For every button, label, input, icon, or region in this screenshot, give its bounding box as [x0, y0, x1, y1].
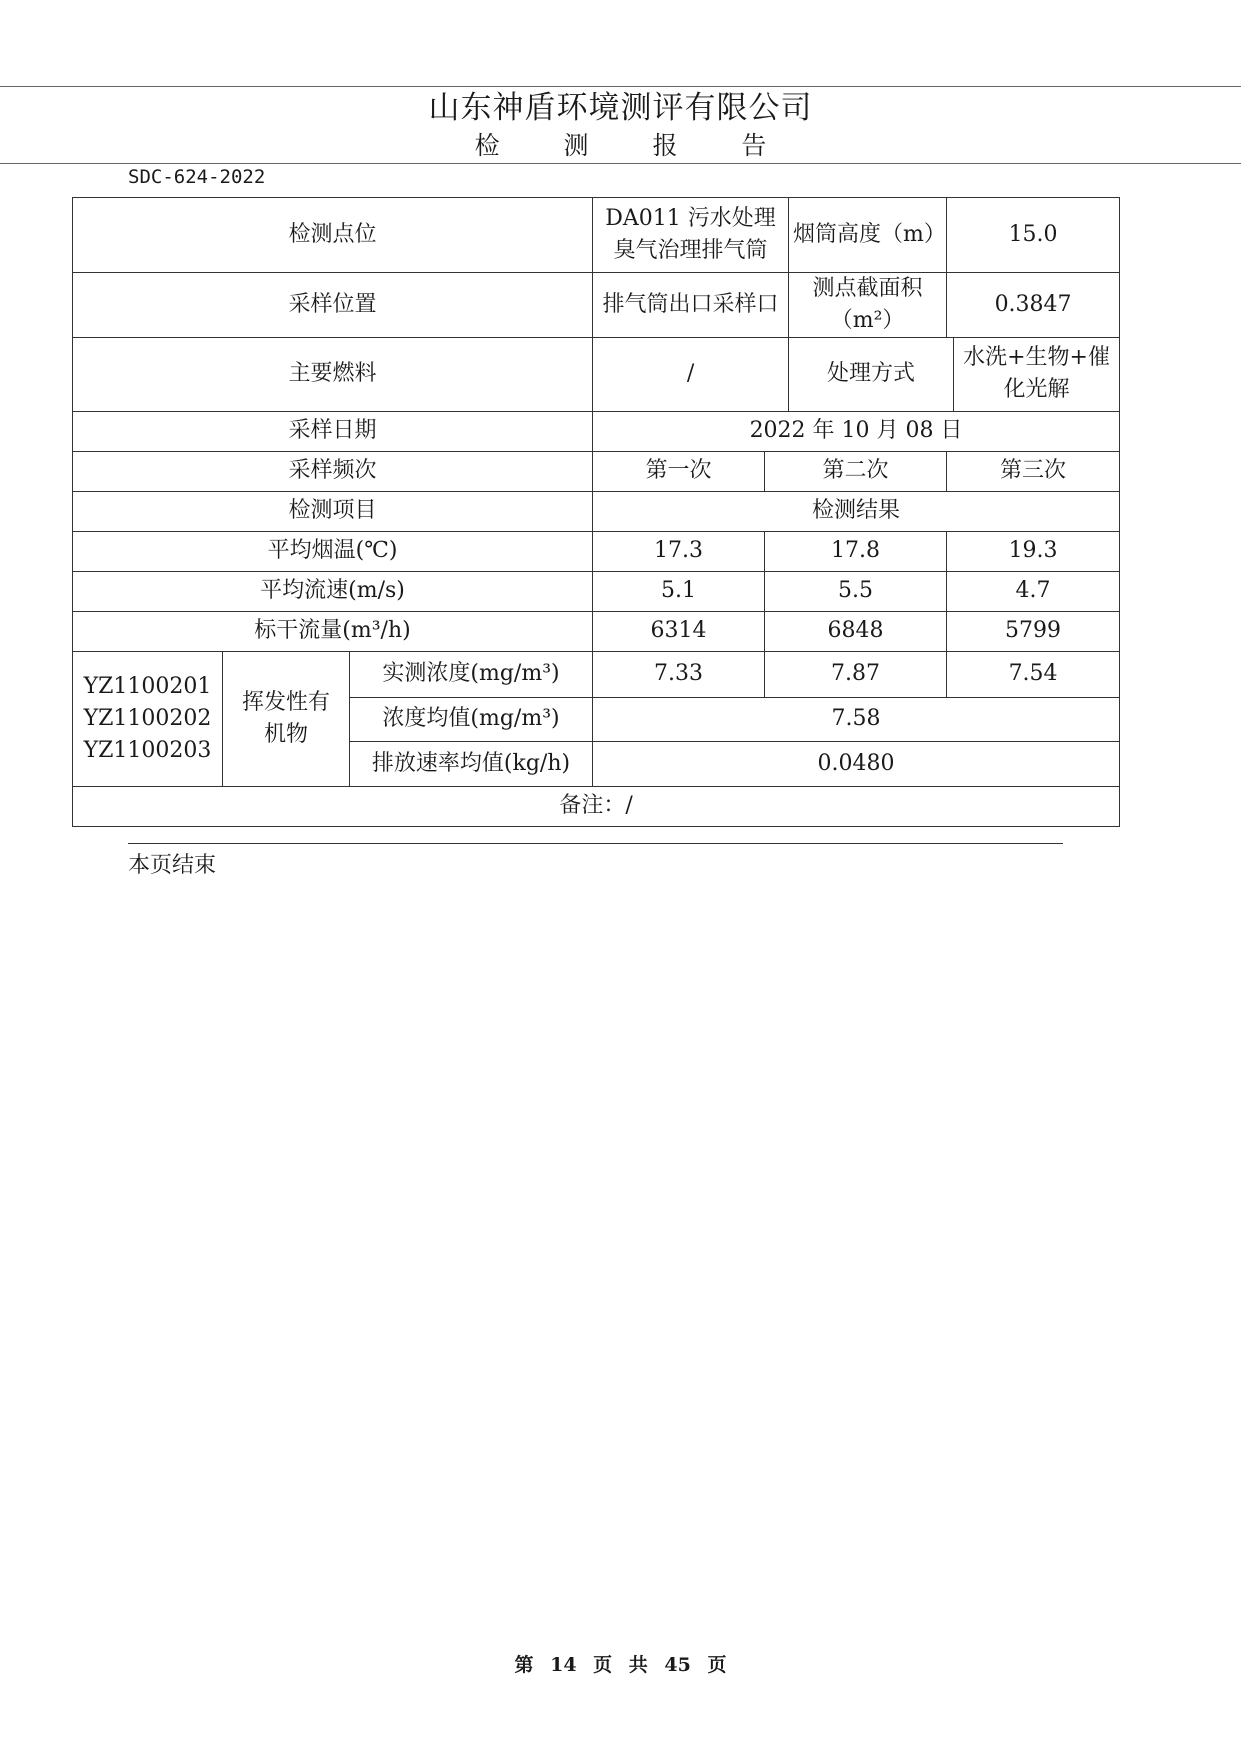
row-value: 6314 [593, 611, 765, 651]
table-row [73, 786, 1120, 826]
table-row [73, 531, 1120, 571]
area-value: 0.3847 [947, 273, 1120, 338]
measured-label: 实测浓度(mg/m³) [350, 651, 593, 697]
row-value: 6848 [765, 611, 947, 651]
row-label: 标干流量(m³/h) [73, 611, 593, 651]
table-row [73, 611, 1120, 651]
table-row [73, 451, 1120, 491]
measured-value: 7.87 [765, 651, 947, 697]
point-value: DA011 污水处理臭气治理排气筒 [593, 198, 789, 273]
avg-label: 浓度均值(mg/m³) [350, 697, 593, 741]
table-row [73, 491, 1120, 531]
table-row [73, 571, 1120, 611]
remark: 备注：/ [73, 786, 1120, 826]
row-value: 17.8 [765, 531, 947, 571]
treatment-label: 处理方式 [789, 337, 954, 411]
company-name: 山东神盾环境测评有限公司 [428, 90, 813, 126]
rate-label: 排放速率均值(kg/h) [350, 741, 593, 786]
date-label: 采样日期 [73, 411, 593, 451]
fuel-label: 主要燃料 [73, 337, 593, 411]
sample-codes [73, 651, 223, 786]
row-value: 4.7 [947, 571, 1120, 611]
freq-2: 第二次 [765, 451, 947, 491]
end-divider [128, 843, 1063, 844]
measured-value: 7.33 [593, 651, 765, 697]
height-label: 烟筒高度（m） [789, 198, 947, 273]
fuel-value: / [593, 337, 789, 411]
measured-value: 7.54 [947, 651, 1120, 697]
height-value: 15.0 [947, 198, 1120, 273]
freq-label: 采样频次 [73, 451, 593, 491]
treatment-value: 水洗+生物+催化光解 [954, 337, 1120, 411]
row-label: 平均烟温(℃) [73, 531, 593, 571]
avg-value: 7.58 [593, 697, 1120, 741]
area-label: 测点截面积（m²） [789, 273, 947, 338]
location-value: 排气筒出口采样口 [593, 273, 789, 338]
table-row [73, 411, 1120, 451]
sample-code: YZ1100203 [83, 737, 212, 763]
sample-code: YZ1100201 [83, 673, 212, 699]
freq-3: 第三次 [947, 451, 1120, 491]
table-row [73, 651, 1120, 697]
page-number: 第 14 页 共 45 页 [514, 1654, 727, 1676]
row-value: 19.3 [947, 531, 1120, 571]
row-value: 5.1 [593, 571, 765, 611]
report-title: 检 测 报 告 [474, 131, 795, 160]
item-label: 检测项目 [73, 491, 593, 531]
location-label: 采样位置 [73, 273, 593, 338]
table-row [73, 337, 1120, 411]
emission-test-table [72, 197, 1120, 827]
header-rule-bottom [0, 163, 1241, 164]
row-value: 5.5 [765, 571, 947, 611]
row-label: 平均流速(m/s) [73, 571, 593, 611]
table-row [73, 198, 1120, 273]
report-number: SDC-624-2022 [128, 166, 266, 188]
table-row [73, 273, 1120, 338]
page-end-text: 本页结束 [128, 853, 217, 878]
point-label: 检测点位 [73, 198, 593, 273]
date-value: 2022 年 10 月 08 日 [593, 411, 1120, 451]
freq-1: 第一次 [593, 451, 765, 491]
rate-value: 0.0480 [593, 741, 1120, 786]
row-value: 5799 [947, 611, 1120, 651]
row-value: 17.3 [593, 531, 765, 571]
pollutant-name: 挥发性有机物 [223, 651, 350, 786]
sample-code: YZ1100202 [83, 705, 212, 731]
result-label: 检测结果 [593, 491, 1120, 531]
